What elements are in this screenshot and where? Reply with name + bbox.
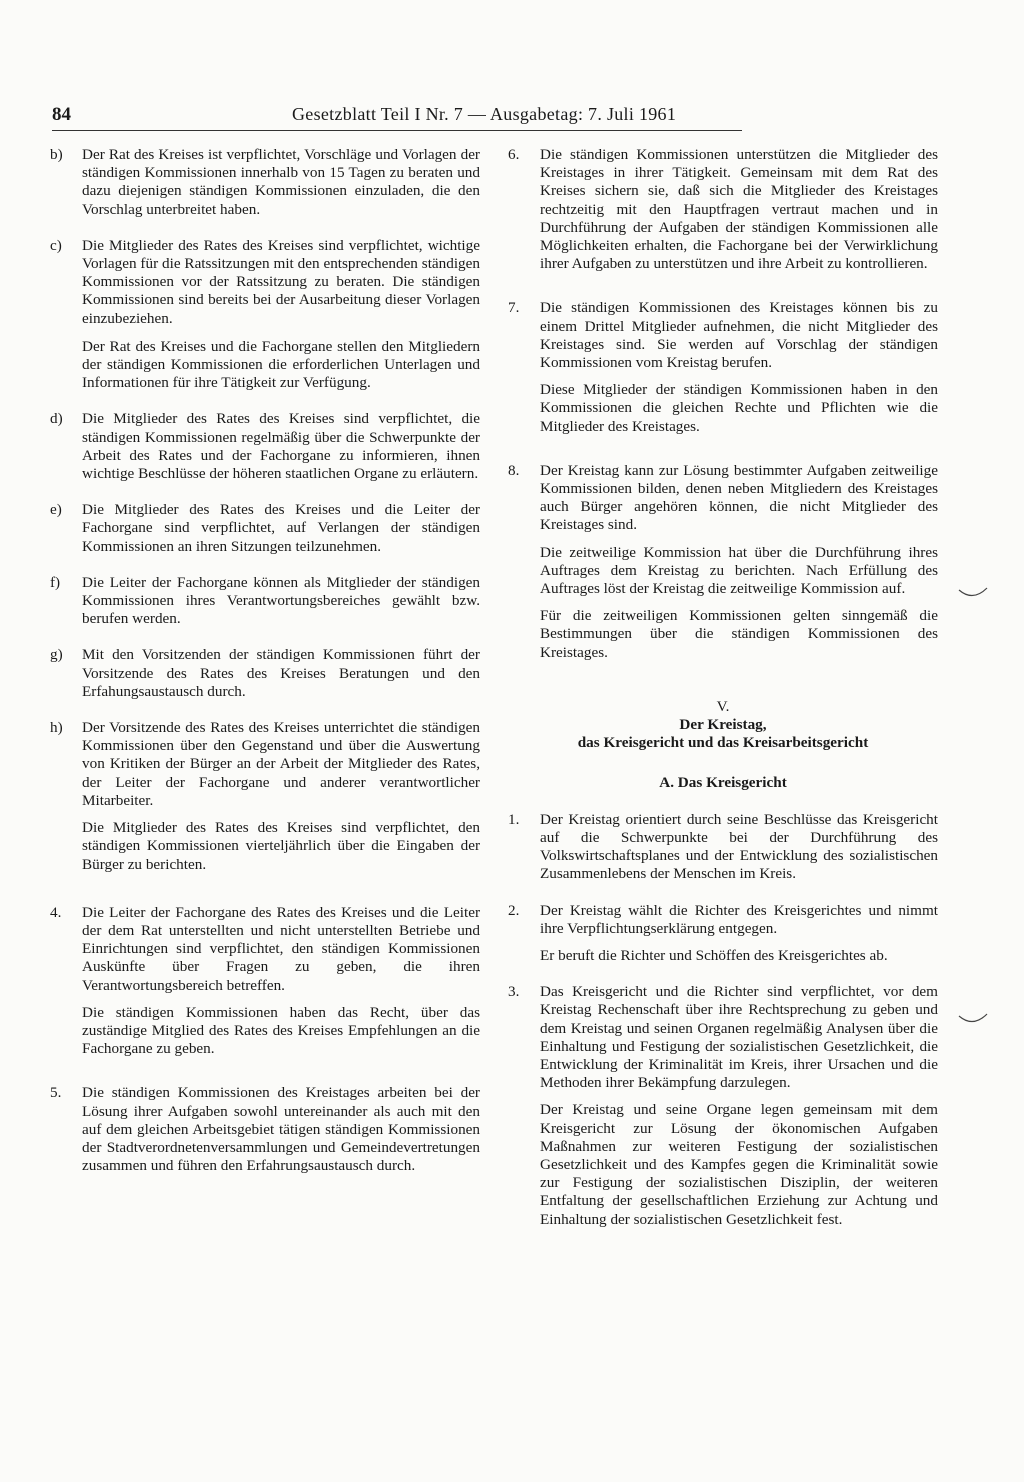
paragraph-text: Mit den Vorsitzenden der ständigen Kommissionen führt der Vorsitzende des Rates des Kreises Beratungen und den Erfahungsaustausch durch. [82,646,480,700]
paragraph-text: Die Mitglieder des Rates des Kreises sind verpflichtet, die ständigen Kommissionen regelmäßig über die Schwerpunkte der Arbeit des Rates und der Fachorgane zu informieren, ihnen wichtige Beschlüsse der höheren staatlichen Organe zu erläutern. [82,410,480,483]
paragraph-text: Diese Mitglieder der ständigen Kommissionen haben in den Kommissionen die gleichen Rechte und Pflichten wie die Mitglieder des Kreistages. [540,381,938,435]
item-8 [508,462,938,662]
paragraph-text: Die Leiter der Fachorgane können als Mitglieder der ständigen Kommissionen ihres Verantwortungsbereiches gewählt bzw. berufen werden. [82,573,480,628]
paragraph-text: Er beruft die Richter und Schöffen des Kreisgerichtes ab. [540,946,888,964]
item-5 [50,1084,480,1175]
paragraph-text: Der Rat des Kreises ist verpflichtet, Vorschläge und Vorlagen der ständigen Kommissionen innerhalb von 15 Tagen zu beraten und dazu diejenigen ständigen Kommissionen einzuladen, die den Vorschlag unterbreitet haben. [82,146,480,218]
item-marker: g) [50,646,63,664]
paragraph-text: Die ständigen Kommissionen haben das Recht, über das zuständige Mitglied des Rates des Kreises Empfehlungen an die Fachorgane zu geben. [82,1003,480,1058]
paragraph-text: Der Kreistag orientiert durch seine Beschlüsse das Kreisgericht auf die Schwerpunkte bei der Durchführung des Volkswirtschaftsplanes und der Entwicklung des sozialistischen Zusammenlebens der Menschen im Kreis. [540,810,938,883]
paragraph-text: Die Leiter der Fachorgane des Rates des Kreises und die Leiter der dem Rat unterstellten und nicht unterstellten Betriebe und Einrichtungen sind verpflichtet, den ständigen Kommissionen Auskünfte über Fragen zu geben, die ihren Verantwortungsbereich betreffen. [82,903,480,994]
item-6 [508,146,938,273]
item-marker: c) [50,236,62,254]
paragraph-text: Die ständigen Kommissionen unterstützen die Mitglieder des Kreistages in ihrer Tätigkeit. Gemeinsam mit dem Rat des Kreises sichern sie, daß sich die Mitglieder des Kreistages rechtzeitig mit den Hauptfragen vertraut machen und in Durchführung der Aufgaben der ständigen Kommissionen alle Möglichkeiten erhalten, die Fachorgane bei der Verwirklichung ihrer Aufgaben zu unterstützen und ihre Arbeit zu kontrollieren. [540,146,938,273]
margin-pencil-mark [958,586,988,600]
item-marker: 7. [508,299,520,317]
item-marker: d) [50,410,63,428]
paragraph-b [50,146,480,219]
paragraph-f [50,574,480,629]
section-heading [508,698,938,753]
paragraph-text: Der Vorsitzende des Rates des Kreises unterrichtet die ständigen Kommissionen über den Gegenstand und über die Auswertung von Kritiken der Bürger an der Arbeit der Mitglieder des Rates, der Leiter der Fachorgane und anderer verantwortlicher Mitarbeiter. [82,719,480,809]
paragraph-text: Die Mitglieder des Rates des Kreises sind verpflichtet, wichtige Vorlagen für die Ratssitzungen mit den entsprechenden ständigen Kommissionen vor der Ratssitzung zu beraten. Die ständigen Kommissionen sind bereits bei der Ausarbeitung dieser Vorlagen einzubeziehen. [82,236,480,327]
paragraph-text: Die ständigen Kommissionen des Kreistages arbeiten bei der Lösung ihrer Aufgaben sowohl untereinander als auch mit den auf dem gleichen Arbeitsgebiet tätigen ständigen Kommissionen der Stadtverordnetenversammlungen und Gemeindevertretungen zusammen und führen den Erfahrungsaustausch durch. [82,1084,480,1175]
running-title: Gesetzblatt Teil I Nr. 7 — Ausgabetag: 7. Juli 1961 [292,104,677,124]
paragraph-text: Die zeitweilige Kommission hat über die Durchführung ihres Auftrages dem Kreistag zu berichten. Nach Erfüllung des Auftrages löst der Kreistag die zeitweilige Kommission auf. [540,543,938,598]
item-marker: 5. [50,1084,62,1102]
paragraph-g [50,646,480,701]
page-header [52,100,742,131]
item-marker: e) [50,501,62,519]
item-marker: 4. [50,903,62,921]
item-marker: 1. [508,810,520,828]
paragraph-c-continuation: Der Rat des Kreises und die Fachorgane stellen den Mitgliedern der ständigen Kommissionen die erforderlichen Unterlagen und Informationen für ihre Tätigkeit zur Verfügung. [82,337,480,392]
page-number: 84 [52,104,71,125]
item-marker: 2. [508,901,520,919]
section-number: V. [716,697,730,715]
item-marker: 8. [508,461,520,479]
paragraph-text: Die Mitglieder des Rates des Kreises und die Leiter der Fachorgane sind verpflichtet, auf Verlangen der ständigen Kommissionen an ihren Sitzungen teilzunehmen. [82,501,480,555]
paragraph-e [50,501,480,556]
item-4 [50,904,480,1059]
item-marker: 6. [508,146,520,163]
court-item-3 [508,983,938,1229]
item-7 [508,299,938,435]
left-column [50,146,480,1193]
paragraph-text: Die ständigen Kommissionen des Kreistages können bis zu einem Drittel Mitglieder aufnehmen, die nicht Mitglieder des Kreistages sind. Sie werden auf Vorschlag der ständigen Kommissionen vom Kreistag berufen. [540,299,938,372]
subsection-heading: A. Das Kreisgericht [659,774,787,792]
paragraph-c [50,237,480,328]
margin-pencil-mark [958,1012,988,1026]
item-marker: 3. [508,983,520,1001]
item-marker: h) [50,719,63,737]
court-item-2 [508,902,938,966]
court-item-1 [508,811,938,884]
item-marker: f) [50,573,61,591]
right-column [508,146,938,1247]
paragraph-text: Für die zeitweiligen Kommissionen gelten sinngemäß die Bestimmungen über die ständigen Kommissionen des Kreistages. [540,607,938,661]
paragraph-h [50,719,480,874]
section-title-line1: Der Kreistag, [679,716,767,734]
paragraph-text: Der Kreistag und seine Organe legen gemeinsam mit dem Kreisgericht zur Lösung der ökonomischen Aufgaben Maßnahmen zur weiteren Festigung der sozialistischen Gesetzlichkeit und des Kampfes gegen die Kriminalität sowie zur Festigung der sozialistischen Disziplin, der weiteren Entfaltung der gesellschaftlichen Erziehung zur Achtung und Einhaltung der sozialistischen Gesetzlichkeit fest. [540,1101,938,1228]
paragraph-text: Der Kreistag wählt die Richter des Kreisgerichtes und nimmt ihre Verpflichtungserklärung entgegen. [540,901,938,937]
section-title-line2: das Kreisgericht und das Kreisarbeitsgericht [577,734,869,752]
paragraph-text: Der Kreistag kann zur Lösung bestimmter Aufgaben zeitweilige Kommissionen bilden, denen neben Mitgliedern des Kreistages auch Bürger angehören können, die nicht Mitglieder des Kreistages sind. [540,461,938,534]
item-marker: b) [50,146,63,163]
paragraph-d [50,410,480,483]
paragraph-text: Das Kreisgericht und die Richter sind verpflichtet, vor dem Kreistag Rechenschaft über ihre Rechtsprechung zu geben und dem Kreistag und seinen Organen regelmäßig Analysen über die Einhaltung und Festigung der sozialistischen Gesetzlichkeit, die Entwicklung der Kriminalität im Kreis, ihrer Ursachen und die Methoden ihrer Bekämpfung darzulegen. [540,983,938,1092]
paragraph-text: Die Mitglieder des Rates des Kreises sind verpflichtet, den ständigen Kommissionen vierteljährlich über die Eingaben der Bürger zu berichten. [82,819,480,873]
